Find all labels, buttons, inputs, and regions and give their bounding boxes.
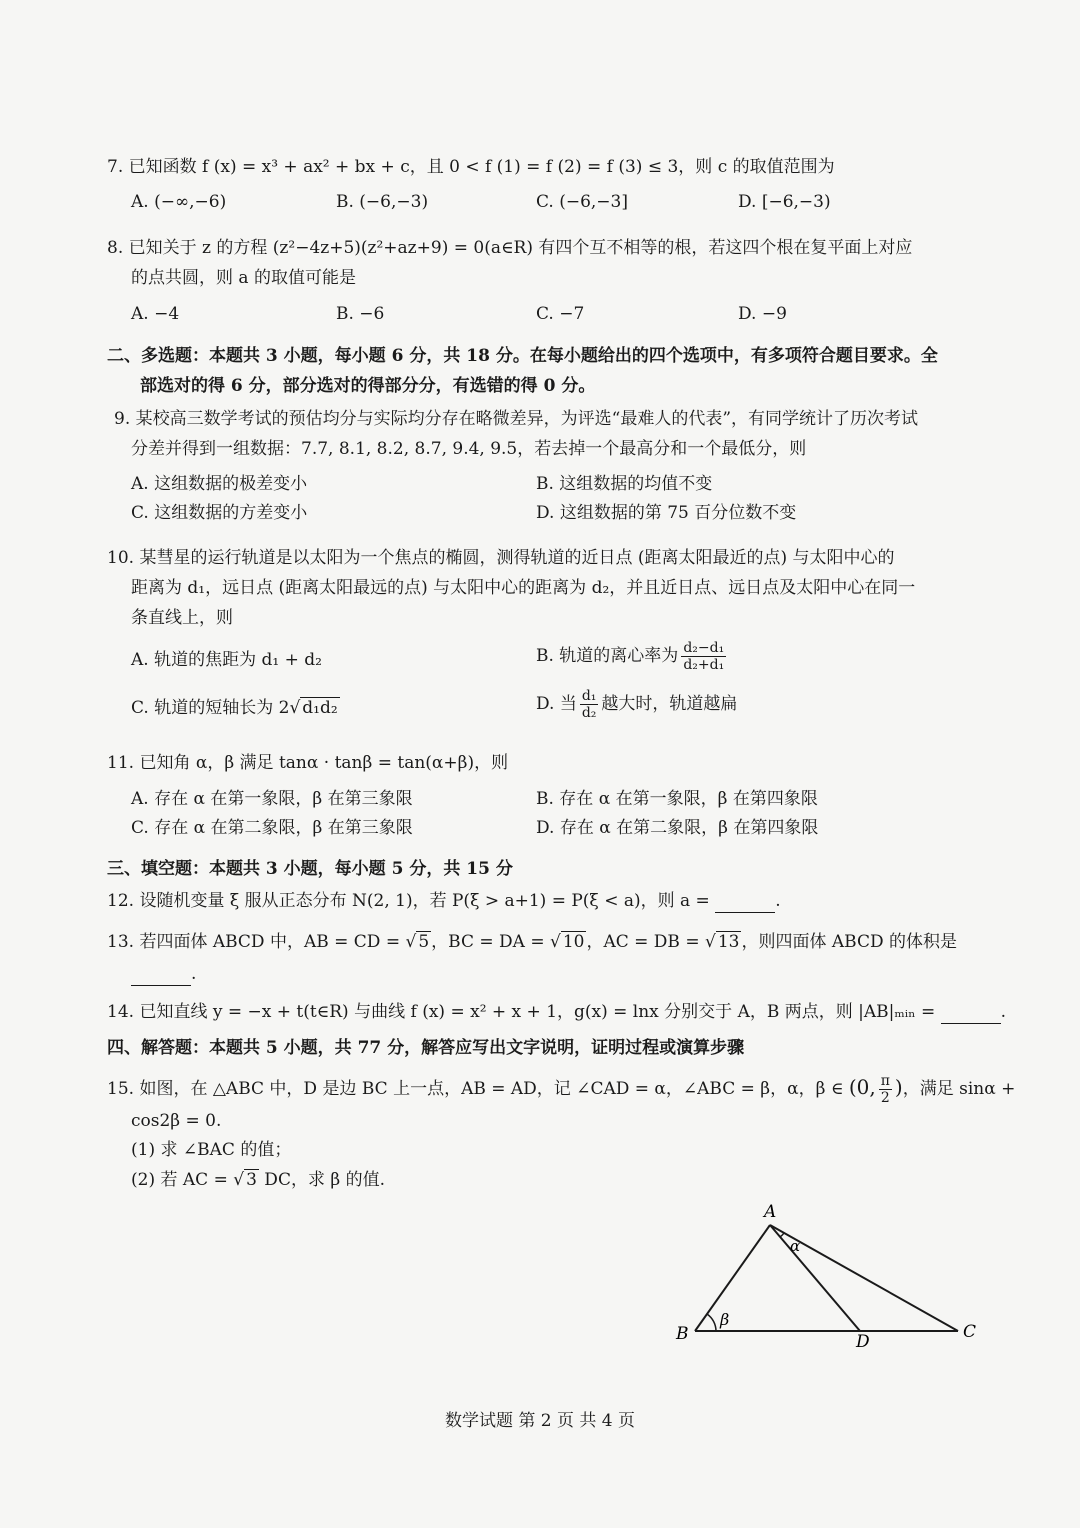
vertex-c-label: C xyxy=(963,1322,977,1342)
q10-sqrt-d1d2: d₁d₂ xyxy=(302,698,338,718)
q10-stem-line1: 10. 某彗星的运行轨道是以太阳为一个焦点的椭圆，测得轨道的近日点 (距离太阳最近的点) 与太阳中心的 xyxy=(107,548,895,568)
angle-beta-arc xyxy=(707,1314,716,1331)
q11-stem: 11. 已知角 α，β 满足 tanα · tanβ = tan(α+β)，则 xyxy=(107,753,509,773)
section3-heading: 三、填空题：本题共 3 小题，每小题 5 分，共 15 分 xyxy=(107,859,513,879)
q7-option-a: A. (−∞,−6) xyxy=(131,192,227,212)
q10-option-d: D. 当 $\frac{\text{d₁}}{\text{d₂}}$ 越大时，轨道越扁 xyxy=(536,688,738,721)
q7-option-b: B. (−6,−3) xyxy=(336,192,429,212)
vertex-a-label: A xyxy=(764,1202,777,1222)
q13-answer-blank[interactable] xyxy=(131,967,191,986)
q10-stem-line3: 条直线上，则 xyxy=(131,608,233,628)
section2-heading-line2: 部选对的得 6 分，部分选对的得部分分，有选错的得 0 分。 xyxy=(140,376,596,396)
q9-stem-line1: 9. 某校高三数学考试的预估均分与实际均分存在略微差异，为评选“最难人的代表”，有同学统计了历次考试 xyxy=(114,409,919,429)
q12-answer-blank[interactable] xyxy=(715,894,775,913)
q10-stem-line2: 距离为 d₁，远日点 (距离太阳最远的点) 与太阳中心的距离为 d₂，并且近日点、远日点及太阳中心在同一 xyxy=(131,578,916,598)
q8-stem-line2: 的点共圆，则 a 的取值可能是 xyxy=(131,268,356,288)
section4-heading: 四、解答题：本题共 5 小题，共 77 分，解答应写出文字说明，证明过程或演算步骤 xyxy=(107,1038,745,1058)
q8-option-d: D. −9 xyxy=(738,304,787,324)
segment-ad xyxy=(770,1225,860,1331)
q8-option-c: C. −7 xyxy=(536,304,585,324)
q13-stem-line2: . xyxy=(131,962,196,986)
q11-option-a: A. 存在 α 在第一象限，β 在第三象限 xyxy=(131,789,413,809)
q15-pi-over-2: $\frac{\pi}{2}$ xyxy=(880,1073,890,1106)
alpha-label: α xyxy=(790,1237,801,1255)
q11-option-b: B. 存在 α 在第一象限，β 在第四象限 xyxy=(536,789,818,809)
q15-stem-line2: cos2β = 0. xyxy=(131,1111,222,1131)
side-ab xyxy=(695,1225,770,1331)
q14-stem: 14. 已知直线 y = −x + t(t∈R) 与曲线 f (x) = x² + x + 1，g(x) = lnx 分别交于 A，B 两点，则 |AB|ₘᵢₙ = . xyxy=(107,1002,1007,1022)
q9-option-b: B. 这组数据的均值不变 xyxy=(536,474,713,494)
vertex-b-label: B xyxy=(676,1324,689,1344)
vertex-d-label: D xyxy=(856,1332,870,1352)
q7-stem: 7. 已知函数 f (x) = x³ + ax² + bx + c，且 0 < f (1) = f (2) = f (3) ≤ 3，则 c 的取值范围为 xyxy=(107,157,835,177)
q7-option-c: C. (−6,−3] xyxy=(536,192,628,212)
q11-option-d: D. 存在 α 在第二象限，β 在第四象限 xyxy=(536,818,819,838)
q10-option-c: C. 轨道的短轴长为 2√ d₁d₂ xyxy=(131,698,338,718)
beta-label: β xyxy=(720,1310,730,1329)
triangle-figure xyxy=(660,1195,990,1355)
q10-option-b xyxy=(536,640,729,673)
q8-option-a: A. −4 xyxy=(131,304,180,324)
q11-option-c: C. 存在 α 在第二象限，β 在第三象限 xyxy=(131,818,413,838)
q14-answer-blank[interactable] xyxy=(941,1005,1001,1024)
q9-option-a: A. 这组数据的极差变小 xyxy=(131,474,308,494)
q10-eccentricity-fraction: $\frac{\text{d₂−d₁}}{\text{d₂+d₁}}$ xyxy=(683,640,725,673)
q10-option-a: A. 轨道的焦距为 d₁ + d₂ xyxy=(131,650,322,670)
q9-stem-line2: 分差并得到一组数据：7.7, 8.1, 8.2, 8.7, 9.4, 9.5，若去掉一个最高分和一个最低分，则 xyxy=(131,439,807,459)
q10-ratio-fraction: $\frac{\text{d₁}}{\text{d₂}}$ xyxy=(581,688,597,721)
angle-alpha-arc xyxy=(780,1233,784,1237)
q10-option-b-text: B. 轨道的离心率为 xyxy=(536,646,679,666)
q12-stem: 12. 设随机变量 ξ 服从正态分布 N(2, 1)，若 P(ξ > a+1) = P(ξ < a)，则 a = . xyxy=(107,891,781,911)
q9-option-c: C. 这组数据的方差变小 xyxy=(131,503,308,523)
page-footer: 数学试题 第 2 页 共 4 页 xyxy=(444,1411,636,1431)
q13-stem-line1: 13. 若四面体 ABCD 中，AB = CD = √ 5 ，BC = DA = √ 10 ，AC = DB = √ 13 ，则四面体 ABCD 的体积是 xyxy=(107,932,957,952)
q8-option-b: B. −6 xyxy=(336,304,385,324)
q15-stem-line1: 15. 如图，在 △ABC 中，D 是边 BC 上一点，AB = AD，记 ∠CAD = α，∠ABC = β，α，β ∈ (0, $\frac{\pi}{2}$ )，满足 sinα + xyxy=(107,1073,1016,1106)
q8-stem-line1: 8. 已知关于 z 的方程 (z²−4z+5)(z²+az+9) = 0(a∈R) 有四个互不相等的根，若这四个根在复平面上对应 xyxy=(107,238,913,258)
q15-part2: (2) 若 AC = √ 3 DC，求 β 的值. xyxy=(131,1170,385,1190)
section2-heading: 二、多选题：本题共 3 小题，每小题 6 分，共 18 分。在每小题给出的四个选项中，有多项符合题目要求。全 xyxy=(107,346,938,366)
q7-option-d: D. [−6,−3) xyxy=(738,192,831,212)
q15-part1: (1) 求 ∠BAC 的值； xyxy=(131,1140,292,1160)
q9-option-d: D. 这组数据的第 75 百分位数不变 xyxy=(536,503,797,523)
